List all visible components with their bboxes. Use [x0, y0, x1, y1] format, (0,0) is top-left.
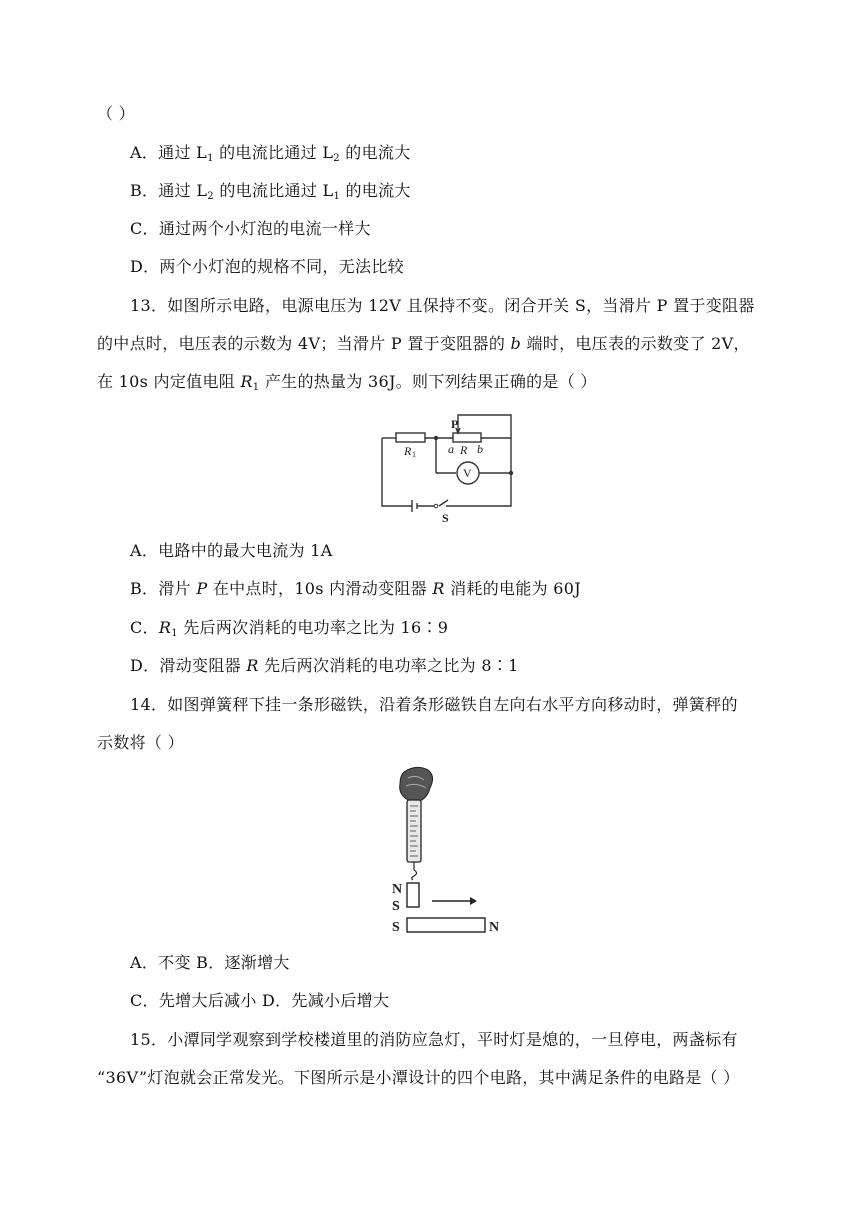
- fig-r-label: R: [460, 443, 468, 457]
- fig-b-label: b: [477, 442, 483, 456]
- fig-bar-n-label: N: [489, 920, 500, 935]
- q14-stem-line2: 示数将（ ）: [97, 733, 184, 752]
- q15-stem-line2: “36V”灯泡就会正常发光。下图所示是小潭设计的四个电路，其中满足条件的电路是（ ）: [97, 1068, 740, 1087]
- q12-option-a: A．通过 $L_1$ 的电流比通过 $L_2$ 的电流大: [130, 143, 411, 164]
- q13-circuit-diagram: [376, 412, 520, 524]
- q14-stem-line1: 14．如图弹簧秤下挂一条形磁铁，沿着条形磁铁自左向右水平方向移动时，弹簧秤的: [130, 695, 738, 714]
- q13-stem-line3: 在 10s 内定值电阻 $R_1$ 产生的热量为 36J。则下列结果正确的是（ ）: [97, 372, 597, 393]
- fig-p-label: P: [451, 417, 459, 431]
- q13-option-a: A．电路中的最大电流为 1A: [130, 541, 333, 560]
- q13-stem-line1: 13．如图所示电路，电源电压为 12V 且保持不变。闭合开关 S，当滑片 P 置于变阻器: [130, 296, 755, 315]
- fig-magnet-n-top: N: [392, 882, 403, 897]
- q13-stem-line2: 的中点时，电压表的示数为 4V；当滑片 P 置于变阻器的 b 端时，电压表的示数变了 2V，: [97, 334, 750, 353]
- q14-options-cd: C．先增大后减小 D．先减小后增大: [130, 991, 390, 1010]
- q14-spring-scale-figure: [386, 766, 506, 938]
- q14-options-ab: A．不变 B．逐渐增大: [130, 953, 290, 972]
- fig-r1-sub: 1: [412, 450, 416, 459]
- q15-stem-line1: 15．小潭同学观察到学校楼道里的消防应急灯，平时灯是熄的，一旦停电，两盏标有: [130, 1030, 738, 1049]
- q13-option-c: C．$R_1$ 先后两次消耗的电功率之比为 16∶9: [130, 618, 449, 639]
- q12-option-c: C．通过两个小灯泡的电流一样大: [130, 219, 371, 238]
- fig-switch-label: S: [442, 511, 449, 524]
- q12-option-d: D．两个小灯泡的规格不同，无法比较: [130, 257, 404, 276]
- q13-option-b: B．滑片 P 在中点时，10s 内滑动变阻器 R 消耗的电能为 60J: [130, 579, 581, 598]
- fig-bar-s-label: S: [392, 920, 400, 935]
- q13-option-d: D．滑动变阻器 R 先后两次消耗的电功率之比为 8∶1: [130, 656, 519, 675]
- fig-r1-label: R: [404, 444, 412, 458]
- q12-option-b: B．通过 $L_2$ 的电流比通过 $L_1$ 的电流大: [130, 181, 411, 202]
- q12-answer-paren: （ ）: [97, 104, 135, 123]
- fig-voltmeter-label: V: [463, 466, 472, 480]
- fig-magnet-s-bottom: S: [392, 899, 400, 914]
- fig-a-label: a: [448, 442, 454, 456]
